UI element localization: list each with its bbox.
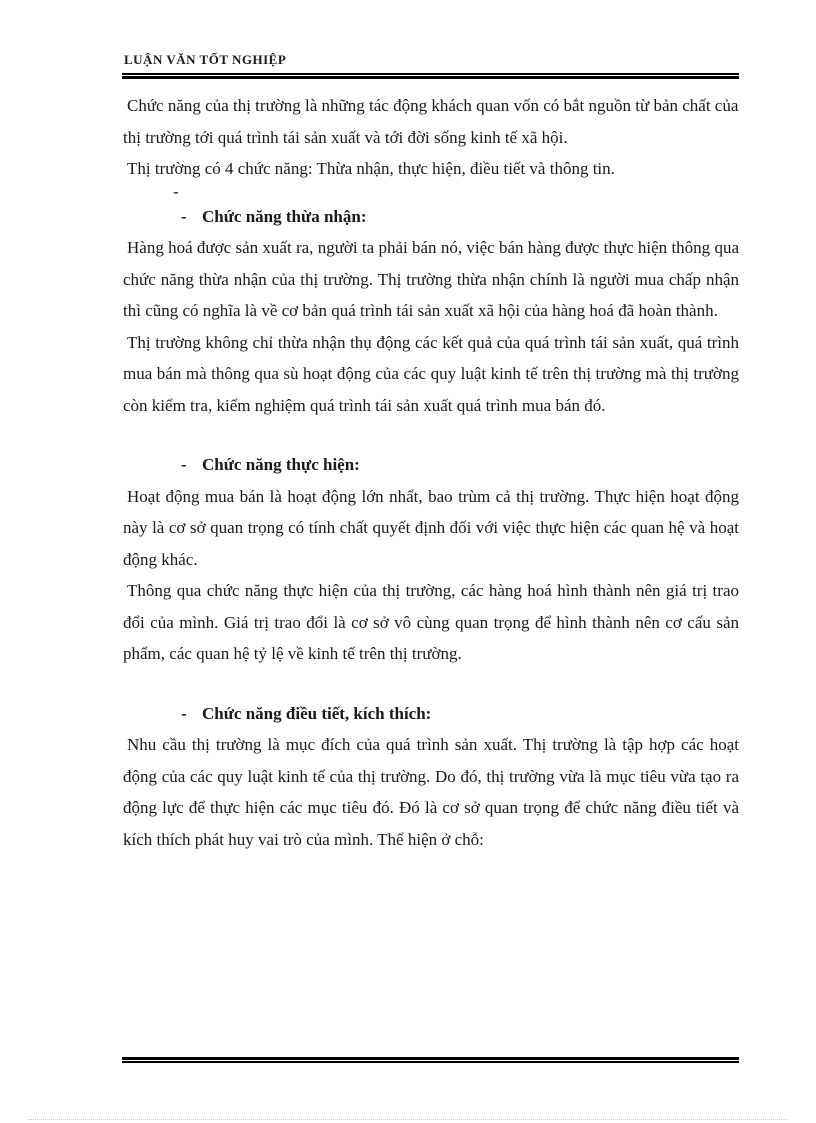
intro-paragraph: Chức năng của thị trường là những tác động khách quan vốn có bắt nguồn từ bản chất của thị trường tới quá trình tái sản xuất và tới đời sống kinh tế xã hội. (123, 96, 739, 147)
document-body (123, 90, 739, 855)
section-heading (123, 698, 739, 730)
bullet-dash: - (181, 455, 187, 474)
stray-dash: - (173, 181, 179, 201)
body-paragraph: Nhu cầu thị trường là mục đích của quá trình sản xuất. Thị trường là tập hợp các hoạt động của các quy luật kinh tế của thị trường. Do đó, thị trường vừa là mục tiêu vừa tạo ra động lực để thực hiện các mục tiêu đó. Đó là cơ sở quan trọng để chức năng điều tiết và kích thích phát huy vai trò của mình. Thể hiện ở chỗ: (123, 735, 739, 849)
intro-paragraph: Thị trường có 4 chức năng: Thừa nhận, thực hiện, điều tiết và thông tin. (127, 159, 615, 178)
section-heading-text: Chức năng thừa nhận: (202, 206, 367, 226)
header-rule-thin (122, 73, 739, 75)
header-rule-thick (122, 76, 739, 79)
page-edge-dots (28, 1119, 788, 1121)
bullet-dash: - (181, 206, 187, 226)
section-heading-text: Chức năng thực hiện: (202, 455, 360, 474)
body-paragraph: Thị trường không chỉ thừa nhận thụ động các kết quả của quá trình tái sản xuất, quá trình mua bán mà thông qua sù hoạt động của các quy luật kinh tế trên thị trường mà thị trường còn kiểm tra, kiểm nghiệm quá trình tái sản xuất quá trình mua bán đó. (123, 332, 739, 415)
running-header: LUẬN VĂN TỐT NGHIỆP (124, 52, 287, 67)
bullet-dash: - (181, 703, 187, 723)
body-paragraph: Hoạt động mua bán là hoạt động lớn nhất, bao trùm cả thị trường. Thực hiện hoạt động này là cơ sở quan trọng có tính chất quyết định đối với việc thực hiện các quan hệ và hoạt động khác. (123, 486, 739, 569)
body-paragraph: Hàng hoá được sản xuất ra, người ta phải bán nó, việc bán hàng được thực hiện thông qua chức năng thừa nhận của thị trường. Thị trường thừa nhận chính là người mua chấp nhận thì cũng có nghĩa là về cơ bản quá trình tái sản xuất xã hội của hàng hoá đã hoàn thành. (123, 238, 739, 320)
footer-rule-thick (122, 1057, 739, 1060)
spacer (123, 670, 739, 698)
body-paragraph: Thông qua chức năng thực hiện của thị trường, các hàng hoá hình thành nên giá trị trao đổi của mình. Giá trị trao đổi là cơ sở vô cùng quan trọng để hình thành nên cơ cấu sản phẩm, các quan hệ tỷ lệ về kinh tế trên thị trường. (123, 581, 739, 663)
section-heading (123, 449, 739, 481)
spacer (123, 421, 739, 449)
section-heading-text: Chức năng điều tiết, kích thích: (202, 703, 432, 723)
section-heading (123, 201, 739, 233)
footer-rule-thin (122, 1061, 739, 1063)
